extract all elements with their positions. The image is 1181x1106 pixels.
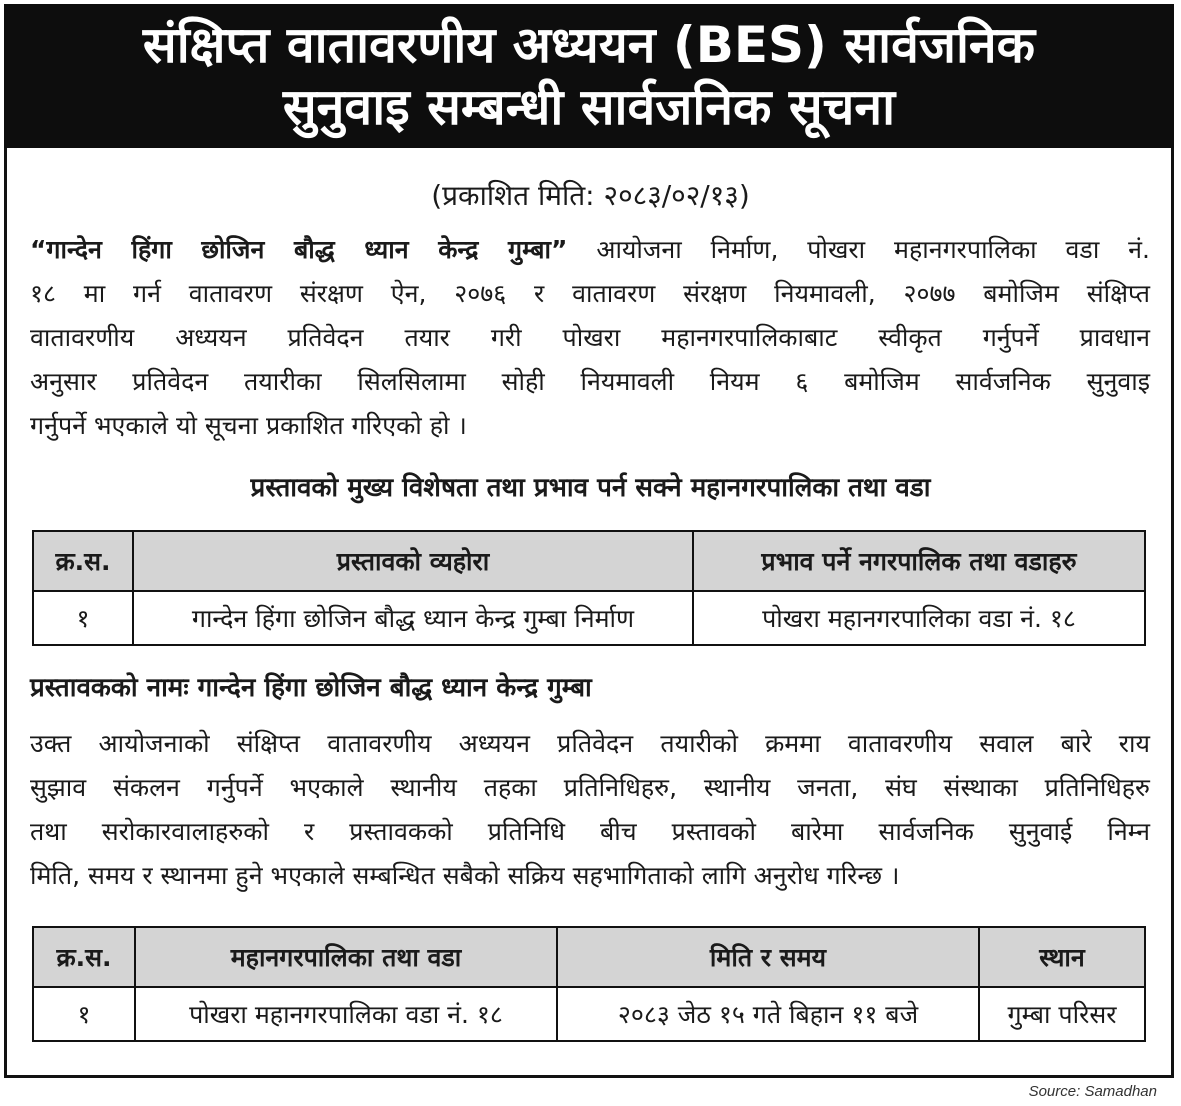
col-serial: क्र.स. [33, 927, 135, 987]
col-proposal: प्रस्तावको व्यहोरा [133, 531, 693, 591]
hearing-paragraph [30, 722, 1150, 898]
intro-line-2: १८ मा गर्न वातावरण संरक्षण ऐन, २०७६ र वातावरण संरक्षण नियमावली, २०७७ बमोजिम संक्षिप्त [30, 279, 1150, 308]
hearing-line-4: मिति, समय र स्थानमा हुने भएकाले सम्बन्धित सबैको सक्रिय सहभागिताको लागि अनुरोध गरिन्छ । [30, 861, 900, 890]
col-date-time: मिति र समय [557, 927, 979, 987]
published-date: (प्रकाशित मिति: २०८३/०२/१३) [431, 179, 750, 212]
notice-title-line1: संक्षिप्त वातावरणीय अध्ययन (BES) सार्वजनिक [142, 16, 1036, 74]
cell-date-time: २०८३ जेठ १५ गते बिहान ११ बजे [557, 987, 979, 1041]
notice-title-line2: सुनुवाइ सम्बन्धी सार्वजनिक सूचना [282, 78, 896, 136]
cell-serial: १ [33, 591, 133, 645]
intro-line-4: अनुसार प्रतिवेदन तयारीका सिलसिलामा सोही नियमावली नियम ६ बमोजिम सार्वजनिक सुनुवाइ [30, 367, 1150, 396]
col-affected-wards: प्रभाव पर्ने नगरपालिक तथा वडाहरु [693, 531, 1145, 591]
intro-line-1 [30, 228, 1150, 272]
cell-proposal: गान्देन हिंगा छोजिन बौद्ध ध्यान केन्द्र गुम्बा निर्माण [133, 591, 693, 645]
proposal-table [32, 530, 1146, 646]
table-header-row [33, 531, 1145, 591]
table-row [33, 987, 1145, 1041]
hearing-schedule-table [32, 926, 1146, 1042]
col-municipality-ward: महानगरपालिका तथा वडा [135, 927, 557, 987]
cell-venue: गुम्बा परिसर [979, 987, 1145, 1041]
table-header-row [33, 927, 1145, 987]
hearing-line-1: उक्त आयोजनाको संक्षिप्त वातावरणीय अध्ययन प्रतिवेदन तयारीको क्रममा वातावरणीय सवाल बारे राय [30, 729, 1150, 758]
hearing-line-2: सुझाव संकलन गर्नुपर्ने भएकाले स्थानीय तहका प्रतिनिधिहरु, स्थानीय जनता, संघ संस्थाका प्रतिनिधिहरु [30, 773, 1150, 802]
project-name-quote: “गान्देन हिंगा छोजिन बौद्ध ध्यान केन्द्र गुम्बा” [30, 235, 568, 264]
cell-affected-wards: पोखरा महानगरपालिका वडा नं. १८ [693, 591, 1145, 645]
notice-header [4, 4, 1174, 148]
table-row [33, 591, 1145, 645]
cell-serial: १ [33, 987, 135, 1041]
features-heading: प्रस्तावको मुख्य विशेषता तथा प्रभाव पर्न सक्ने महानगरपालिका तथा वडा [250, 473, 931, 503]
proponent-name: प्रस्तावकको नामः गान्देन हिंगा छोजिन बौद्ध ध्यान केन्द्र गुम्बा [30, 673, 592, 703]
hearing-line-3: तथा सरोकारवालाहरुको र प्रस्तावकको प्रतिनिधि बीच प्रस्तावको बारेमा सार्वजनिक सुनुवाई निम्न [30, 817, 1150, 846]
col-venue: स्थान [979, 927, 1145, 987]
intro-line-1-text: आयोजना निर्माण, पोखरा महानगरपालिका वडा नं. [567, 235, 1150, 264]
col-serial: क्र.स. [33, 531, 133, 591]
source-credit: Source: Samadhan [1028, 1083, 1157, 1100]
cell-municipality-ward: पोखरा महानगरपालिका वडा नं. १८ [135, 987, 557, 1041]
intro-line-5: गर्नुपर्ने भएकाले यो सूचना प्रकाशित गरिएको हो । [30, 411, 467, 440]
intro-line-3: वातावरणीय अध्ययन प्रतिवेदन तयार गरी पोखरा महानगरपालिकाबाट स्वीकृत गर्नुपर्ने प्रावधान [30, 323, 1150, 352]
intro-paragraph [30, 228, 1150, 448]
